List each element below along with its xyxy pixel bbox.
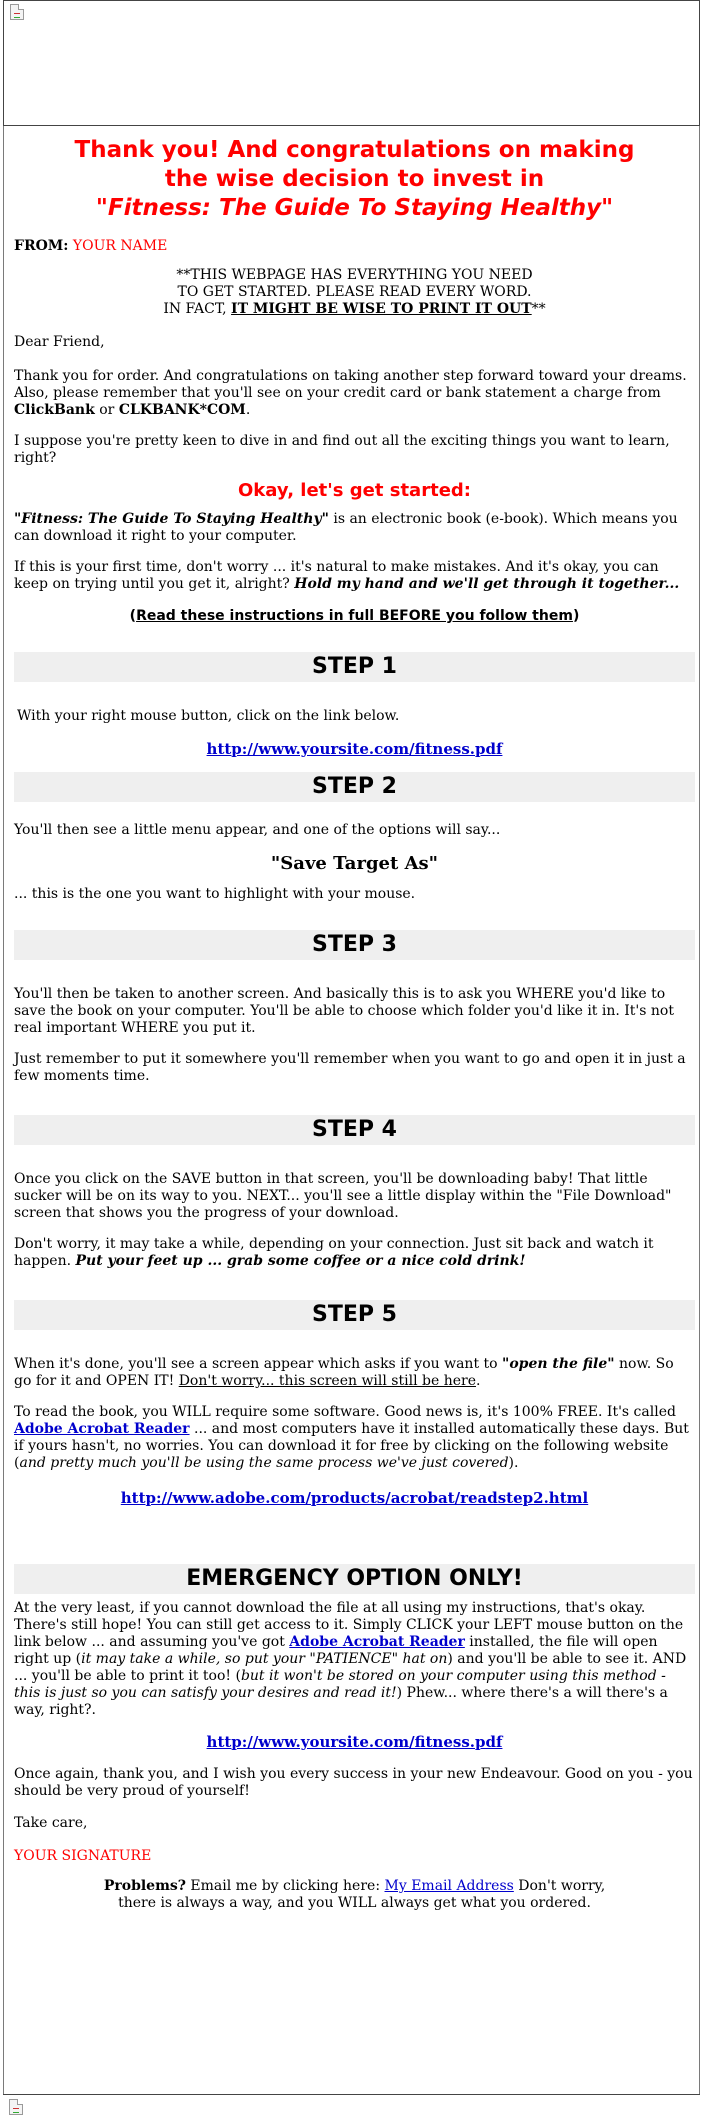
headline-line-1: Thank you! And congratulations on making (74, 137, 635, 163)
problems-line-2: there is always a way, and you WILL always get what you ordered. (118, 1895, 591, 1911)
emergency-paragraph (14, 1600, 695, 1719)
emergency-adobe-link[interactable]: Adobe Acrobat Reader (289, 1634, 465, 1650)
step-5-italic: and pretty much you'll be using the same process we've just covered (19, 1455, 509, 1471)
open-the-file-emphasis: "open the file" (502, 1356, 615, 1372)
save-target-as-option: "Save Target As" (270, 853, 439, 874)
adobe-download-link[interactable]: http://www.adobe.com/products/acrobat/readstep2.html (120, 1489, 589, 1507)
instructions-open: ( (129, 608, 137, 624)
thanks-or: or (94, 402, 119, 418)
download-link[interactable]: http://www.yoursite.com/fitness.pdf (206, 740, 503, 758)
clickbank-brand: ClickBank (14, 402, 95, 418)
first-time-text: If this is your first time, don't worry ... it's natural to make mistakes. And it's okay, you can keep on trying until you get it, alright? (14, 559, 659, 592)
step-2-after: ... this is the one you want to highlight with your mouse. (14, 886, 416, 902)
signature: YOUR SIGNATURE (14, 1848, 152, 1864)
step-4-text: Don't worry, it may take a while, depending on your connection. Just sit back and watch it happen. (14, 1236, 654, 1269)
ebook-text: is an electronic book (e-book). Which means you can download it right to your computer. (14, 511, 678, 544)
thanks-end: . (245, 402, 251, 418)
thanks-paragraph (14, 368, 695, 419)
suppose-paragraph: I suppose you're pretty keen to dive in and find out all the exciting things you want to learn, right? (14, 433, 670, 466)
ebook-paragraph (14, 511, 695, 545)
emergency-italic-1: it may take a while, so put your "PATIENCE" hat on (81, 1651, 448, 1667)
notice-pre: IN FACT, (163, 301, 232, 317)
step-4-paragraph-2 (14, 1236, 695, 1270)
quote-close: " (601, 195, 614, 221)
broken-image-icon (10, 4, 24, 20)
adobe-reader-link[interactable]: Adobe Acrobat Reader (14, 1421, 190, 1437)
take-care: Take care, (14, 1815, 88, 1831)
page-headline (14, 136, 695, 223)
emergency-heading: EMERGENCY OPTION ONLY! (14, 1564, 695, 1594)
ebook-title: "Fitness: The Guide To Staying Healthy" (14, 511, 329, 527)
broken-image-icon (9, 2099, 23, 2115)
emergency-text-b: installed, the file will open right up ( (14, 1634, 658, 1667)
closing-thanks: Once again, thank you, and I wish you every success in your new Endeavour. Good on you - you should be very proud of yourself! (14, 1766, 693, 1799)
notice-line-3 (14, 301, 695, 318)
notice-post: ** (531, 301, 546, 317)
step-5-paragraph-1 (14, 1356, 695, 1390)
from-label: FROM: (14, 238, 69, 254)
emergency-download-link[interactable]: http://www.yoursite.com/fitness.pdf (206, 1733, 503, 1751)
clkbank-brand: CLKBANK*COM (118, 402, 246, 418)
step-1-text: With your right mouse button, click on the link below. (17, 708, 400, 724)
notice-line-2: TO GET STARTED. PLEASE READ EVERY WORD. (177, 284, 532, 300)
adobe-link-row (14, 1489, 695, 1509)
step-5-text-c: . (475, 1373, 481, 1389)
problems-after: Don't worry, (513, 1878, 606, 1894)
greeting: Dear Friend, (14, 334, 105, 350)
step-1-heading: STEP 1 (14, 652, 695, 682)
step-2-heading: STEP 2 (14, 772, 695, 802)
instructions-note (14, 607, 695, 626)
problems-block (14, 1878, 695, 1912)
step-2-text: You'll then see a little menu appear, and one of the options will say... (14, 822, 501, 838)
step-3-paragraph-1: You'll then be taken to another screen. And basically this is to ask you WHERE you'd like to save the book on your computer. You'll be able to choose which folder you'd like it in. It's not real important WHERE you put it. (14, 986, 674, 1036)
notice-line-1: **THIS WEBPAGE HAS EVERYTHING YOU NEED (176, 267, 533, 283)
step-5-software-text: To read the book, you WILL require some software. Good news is, it's 100% FREE. It's called (14, 1404, 676, 1420)
headline-line-3 (14, 194, 695, 223)
problems-line-1 (14, 1878, 695, 1895)
step-5-heading: STEP 5 (14, 1300, 695, 1330)
step-1-link-row (14, 740, 695, 760)
from-name: YOUR NAME (72, 238, 168, 254)
header-image (3, 0, 700, 126)
step-5-text-a: When it's done, you'll see a screen appear which asks if you want to (14, 1356, 503, 1372)
quote-open: " (95, 195, 108, 221)
step-5-underlined: Don't worry... this screen will still be here (178, 1373, 476, 1389)
step-4-heading: STEP 4 (14, 1115, 695, 1145)
step-4-emphasis: Put your feet up ... grab some coffee or a nice cold drink! (75, 1253, 526, 1269)
emergency-italic-2: but it won't be stored on your computer using this method - this is just so you can satisfy your desires and read it! (14, 1668, 666, 1701)
email-link[interactable]: My Email Address (384, 1878, 514, 1894)
step-3-paragraph-2: Just remember to put it somewhere you'll remember when you want to go and open it in just a few moments time. (14, 1051, 686, 1084)
emergency-text-c: ) and you'll be able to see it. AND ... you'll be able to print it too! ( (14, 1651, 687, 1684)
lets-get-started-heading: Okay, let's get started: (238, 480, 471, 501)
step-5-paragraph-2 (14, 1404, 695, 1472)
first-time-emphasis: Hold my hand and we'll get through it together... (294, 576, 680, 592)
notice-block (14, 267, 695, 318)
step-3-heading: STEP 3 (14, 930, 695, 960)
footer-image (3, 2094, 700, 2128)
step-5-software-text-b: ... and most computers have it installed automatically these days. But if yours hasn't, no worries. You can download it for free by clicking on the following website ( (14, 1421, 689, 1471)
first-time-paragraph (14, 559, 695, 593)
book-title: Fitness: The Guide To Staying Healthy (107, 195, 602, 221)
notice-emphasis: IT MIGHT BE WISE TO PRINT IT OUT (231, 301, 532, 317)
step-4-paragraph-1: Once you click on the SAVE button in that screen, you'll be downloading baby! That little sucker will be on its way to you. NEXT... you'll see a little display within the "File Download" screen that shows you the progress of your download. (14, 1171, 672, 1221)
problems-text: Email me by clicking here: (185, 1878, 385, 1894)
from-line (14, 237, 695, 256)
problems-label: Problems? (103, 1878, 186, 1894)
step-5-text-b: now. So go for it and OPEN IT! (14, 1356, 674, 1389)
instructions-text: Read these instructions in full BEFORE you follow them (136, 608, 573, 624)
step-5-software-text-c: ). (508, 1455, 519, 1471)
instructions-close: ) (572, 608, 580, 624)
main-content (14, 126, 695, 1912)
emergency-text-a: At the very least, if you cannot download the file at all using my instructions, that's okay. There's still hope! You can still get access to it. Simply CLICK your LEFT mouse button on the link below ... and assuming you've got (14, 1600, 684, 1650)
emergency-link-row (14, 1733, 695, 1753)
headline-line-2: the wise decision to invest in (164, 166, 545, 192)
emergency-text-d: ) Phew... where there's a will there's a way, right?. (14, 1685, 668, 1718)
thanks-text: Thank you for order. And congratulations on taking another step forward toward your dreams. Also, please remember that you'll see on your credit card or bank statement a charge from (14, 368, 687, 401)
